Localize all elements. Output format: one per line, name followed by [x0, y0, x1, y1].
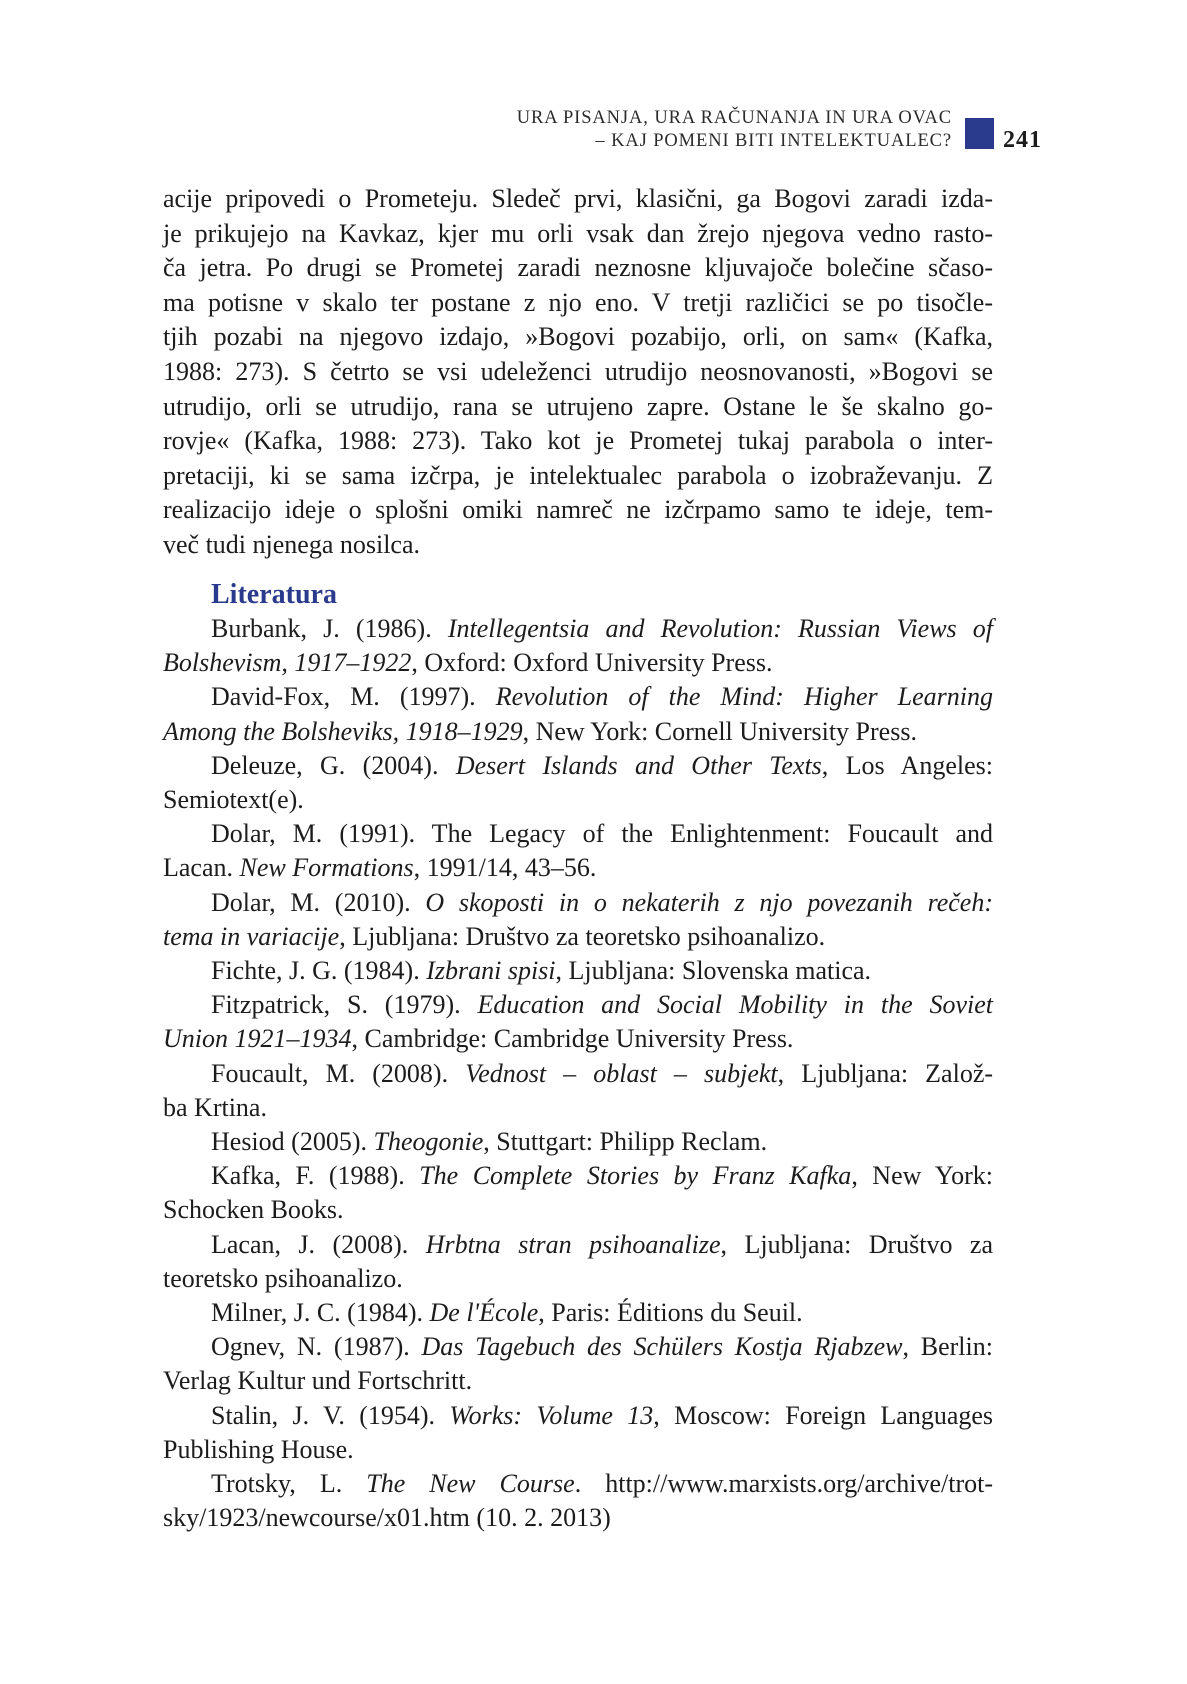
body-line: ma potisne v skalo ter postane z njo eno. V tretji različici se po tisočle-	[163, 287, 993, 317]
reference-title: Izbrani spisi	[426, 956, 556, 986]
reference-line: Among the Bolsheviks, 1918–1929, New York: Cornell University Press.	[163, 716, 917, 746]
reference-line: Fitzpatrick, S. (1979). Education and Social Mobility in the Soviet	[211, 990, 993, 1020]
reference-title: Revolution of the Mind: Higher Learning	[495, 682, 993, 712]
reference-line: sky/1923/newcourse/x01.htm (10. 2. 2013)	[163, 1503, 611, 1533]
reference-line: Publishing House.	[163, 1434, 354, 1464]
reference-entry	[163, 954, 993, 988]
body-line: 1988: 273). S četrto se vsi udeleženci utrudijo neosnovanosti, »Bogovi se	[163, 356, 993, 386]
body-paragraph	[163, 182, 993, 563]
reference-line: Bolshevism, 1917–1922, Oxford: Oxford University Press.	[163, 648, 773, 678]
body-line: pretaciji, ki se sama izčrpa, je intelektualec parabola o izobraževanju. Z	[163, 460, 993, 490]
reference-title: Bolshevism, 1917–1922	[163, 648, 412, 678]
reference-line: ba Krtina.	[163, 1092, 267, 1122]
reference-entry	[163, 1330, 993, 1398]
reference-line: teoretsko psihoanalizo.	[163, 1263, 403, 1293]
reference-line: Deleuze, G. (2004). Desert Islands and Other Texts, Los Angeles:	[211, 750, 993, 780]
reference-title: Vednost – oblast – subjekt	[465, 1058, 778, 1088]
reference-entry	[163, 1159, 993, 1227]
reference-entry	[163, 817, 993, 885]
body-line: tjih pozabi na njegovo izdajo, »Bogovi pozabijo, orli, on sam« (Kafka,	[163, 322, 993, 352]
reference-line: Kafka, F. (1988). The Complete Stories by Franz Kafka, New York:	[211, 1161, 993, 1191]
reference-line: Lacan, J. (2008). Hrbtna stran psihoanalize, Ljubljana: Društvo za	[211, 1229, 994, 1259]
body-line: ča jetra. Po drugi se Prometej zaradi neznosne kljuvajoče bolečine sčaso-	[163, 253, 993, 283]
reference-line: Ognev, N. (1987). Das Tagebuch des Schülers Kostja Rjabzew, Berlin:	[211, 1332, 993, 1362]
body-line: utrudijo, orli se utrudijo, rana se utrujeno zapre. Ostane le še skalno go-	[163, 391, 993, 421]
running-title-line-2: – KAJ POMENI BITI INTELEKTUALEC?	[595, 131, 952, 151]
header-accent-square	[965, 118, 994, 149]
section-heading-literatura: Literatura	[211, 579, 337, 610]
reference-line: Stalin, J. V. (1954). Works: Volume 13, Moscow: Foreign Languages	[211, 1400, 994, 1430]
reference-entry	[163, 1125, 993, 1159]
body-line: realizacijo ideje o splošni omiki namreč ne izčrpamo samo te ideje, tem-	[163, 495, 993, 525]
reference-line: Dolar, M. (2010). O skoposti in o nekaterih z njo povezanih rečeh:	[211, 887, 993, 917]
reference-title: tema in variacije	[163, 921, 340, 951]
reference-title: Intellegentsia and Revolution: Russian Views of	[447, 614, 993, 643]
reference-title: O skoposti in o nekaterih z njo povezanih rečeh:	[425, 887, 993, 917]
page-number: 241	[1003, 127, 1042, 153]
reference-line: Milner, J. C. (1984). De l'École, Paris: Éditions du Seuil.	[211, 1298, 803, 1328]
reference-line: Dolar, M. (1991). The Legacy of the Enlightenment: Foucault and	[211, 819, 993, 849]
reference-title: New Formations	[239, 853, 414, 883]
reference-entry	[163, 886, 993, 954]
running-header	[517, 107, 952, 153]
running-title-line-1: URA PISANJA, URA RAČUNANJA IN URA OVAC	[516, 108, 952, 128]
reference-title: Among the Bolsheviks, 1918–1929	[163, 716, 523, 746]
body-line: več tudi njenega nosilca.	[163, 529, 421, 559]
reference-entry	[163, 988, 993, 1056]
reference-line: Verlag Kultur und Fortschritt.	[163, 1366, 473, 1396]
reference-line: Semiotext(e).	[163, 785, 304, 815]
reference-entry	[163, 1399, 993, 1467]
reference-line: Lacan. New Formations, 1991/14, 43–56.	[163, 853, 597, 883]
reference-line: Fichte, J. G. (1984). Izbrani spisi, Ljubljana: Slovenska matica.	[211, 956, 872, 986]
reference-entry	[163, 1467, 993, 1535]
body-line: je prikujejo na Kavkaz, kjer mu orli vsak dan žrejo njegova vedno rasto-	[163, 218, 993, 248]
reference-line: Foucault, M. (2008). Vednost – oblast – subjekt, Ljubljana: Založ-	[211, 1058, 994, 1088]
reference-entry	[163, 1296, 993, 1330]
reference-line: David-Fox, M. (1997). Revolution of the Mind: Higher Learning	[211, 682, 993, 712]
reference-title: The Complete Stories by Franz Kafka	[419, 1161, 852, 1191]
reference-line: Burbank, J. (1986). Intellegentsia and Revolution: Russian Views of	[211, 614, 993, 643]
body-line: acije pripovedi o Prometeju. Sledeč prvi, klasični, ga Bogovi zaradi izda-	[163, 184, 993, 213]
reference-entry	[163, 612, 993, 680]
reference-title: Das Tagebuch des Schülers Kostja Rjabzew	[421, 1332, 903, 1362]
reference-title: Works: Volume 13	[449, 1400, 654, 1430]
reference-title: Desert Islands and Other Texts	[455, 750, 822, 780]
reference-title: Union 1921–1934	[163, 1024, 352, 1054]
reference-entry	[163, 680, 993, 748]
reference-entry	[163, 1228, 993, 1296]
reference-line: Union 1921–1934, Cambridge: Cambridge University Press.	[163, 1024, 794, 1054]
reference-line: Trotsky, L. The New Course. http://www.marxists.org/archive/trot-	[211, 1469, 993, 1499]
reference-line: Hesiod (2005). Theogonie, Stuttgart: Philipp Reclam.	[211, 1127, 768, 1157]
reference-title: Education and Social Mobility in the Soviet	[477, 990, 993, 1020]
reference-title: Theogonie	[373, 1127, 484, 1157]
reference-entry	[163, 749, 993, 817]
reference-title: Hrbtna stran psihoanalize	[425, 1229, 721, 1259]
reference-title: The New Course	[366, 1469, 575, 1499]
reference-list	[163, 612, 993, 1535]
reference-line: tema in variacije, Ljubljana: Društvo za teoretsko psihoanalizo.	[163, 921, 826, 951]
body-line: rovje« (Kafka, 1988: 273). Tako kot je Prometej tukaj parabola o inter-	[163, 426, 993, 456]
reference-title: De l'École	[429, 1298, 539, 1328]
reference-entry	[163, 1057, 993, 1125]
reference-line: Schocken Books.	[163, 1195, 344, 1225]
